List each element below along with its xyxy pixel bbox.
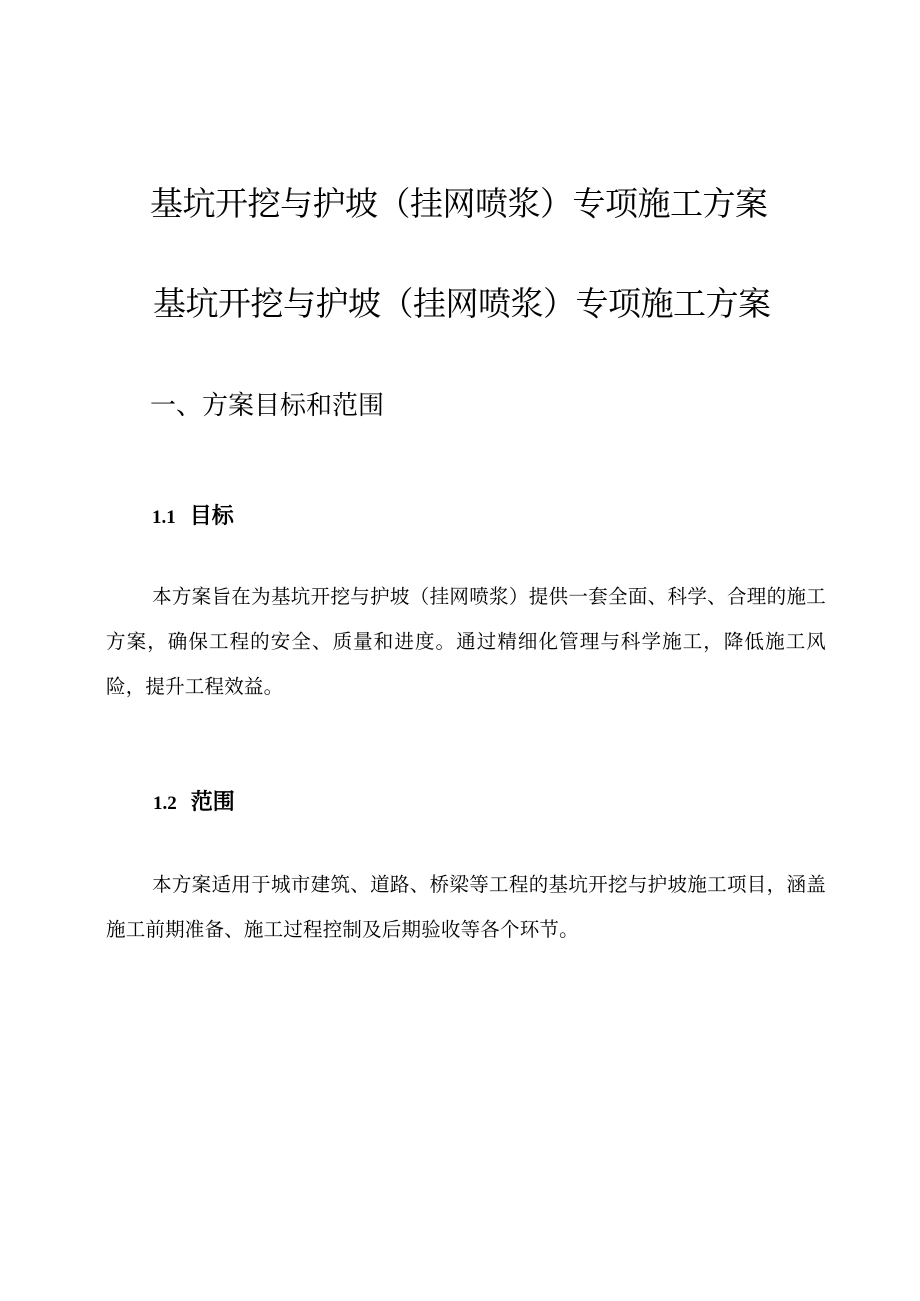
subsection-label: 目标 <box>189 504 234 529</box>
subsection-number: 1.2 <box>153 793 177 814</box>
section-heading: 一、方案目标和范围 <box>150 391 385 421</box>
subsection-heading-goal <box>152 500 234 534</box>
document-title-line-2: 基坑开挖与护坡（挂网喷浆）专项施工方案 <box>153 284 771 323</box>
document-title-line-1: 基坑开挖与护坡（挂网喷浆）专项施工方案 <box>150 184 768 223</box>
subsection-label: 范围 <box>190 790 235 815</box>
subsection-number: 1.1 <box>152 507 176 528</box>
subsection-heading-scope <box>153 786 235 820</box>
goal-paragraph: 本方案旨在为基坑开挖与护坡（挂网喷浆）提供一套全面、科学、合理的施工方案，确保工程的安全、质量和进度。通过精细化管理与科学施工，降低施工风险，提升工程效益。 <box>106 585 826 698</box>
scope-paragraph: 本方案适用于城市建筑、道路、桥梁等工程的基坑开挖与护坡施工项目，涵盖施工前期准备、施工过程控制及后期验收等各个环节。 <box>106 873 826 941</box>
